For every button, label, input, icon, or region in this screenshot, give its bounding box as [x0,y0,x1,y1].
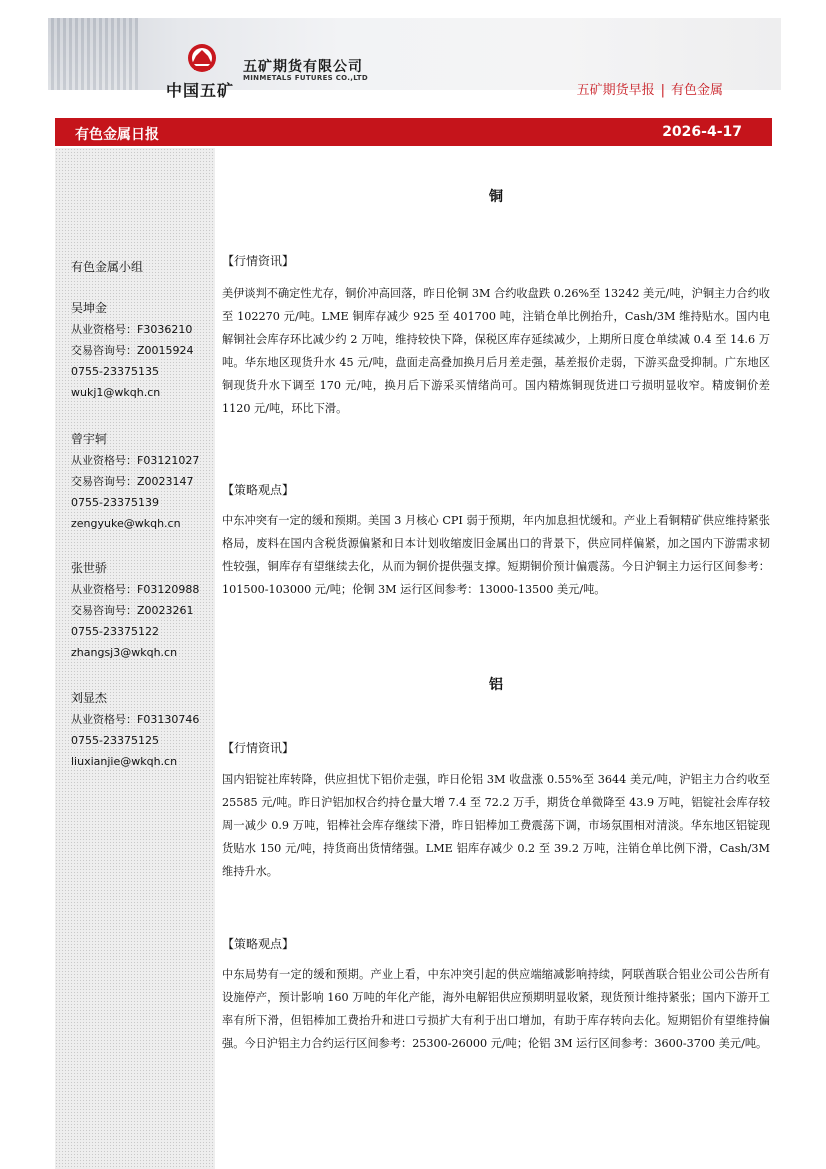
analyst-license: 从业资格号：F3036210 [71,323,193,336]
analyst-name: 吴坤金 [71,301,108,315]
analyst-email: liuxianjie@wkqh.cn [71,755,178,768]
report-date: 2026-4-17 [662,124,742,140]
company-name-cn: 五矿期货有限公司 [243,59,363,75]
building-graphic [48,18,138,90]
analyst-card [71,429,199,534]
market-news-tag: 【行情资讯】 [222,254,295,268]
strategy-tag: 【策略观点】 [222,483,295,497]
analyst-phone: 0755-23375135 [71,365,159,378]
analyst-phone: 0755-23375125 [71,734,159,747]
team-name: 有色金属小组 [71,260,144,274]
section-title-aluminium: 铝 [489,677,503,693]
analyst-card [71,688,199,772]
analyst-name: 刘显杰 [71,691,108,705]
minmetals-logo-icon [184,42,220,76]
analyst-license: 从业资格号：F03120988 [71,583,200,596]
analyst-card [71,298,194,403]
analyst-email: zengyuke@wkqh.cn [71,517,181,530]
analyst-email: zhangsj3@wkqh.cn [71,646,178,659]
analyst-name: 曾宇轲 [71,432,108,446]
series-separator: | [660,83,665,98]
analyst-card [71,558,199,663]
header-banner [48,18,781,100]
report-title-bar [55,118,772,146]
analyst-consult: 交易咨询号：Z0023261 [71,604,194,617]
analyst-email: wukj1@wkqh.cn [71,386,161,399]
section-title-copper: 铜 [489,189,503,205]
aluminium-strategy-text: 中东局势有一定的缓和预期。产业上看，中东冲突引起的供应端缩减影响持续，阿联酋联合铝业公司公告所有设施停产，预计影响 160 万吨的年化产能，海外电解铝供应预期明显收紧，现货预计维持紧张；国内下游开工率有所下滑，但铝棒加工费抬升和进口亏损扩大有利于出口增加，有助于库存转向去化。短期铝价有望维持偏强。今日沪铝主力合约运行区间参考：25300-26000 元/吨；伦铝 3M 运行区间参考：3600-3700 美元/吨。 [222,968,770,1050]
analyst-license: 从业资格号：F03121027 [71,454,200,467]
analyst-consult: 交易咨询号：Z0015924 [71,344,194,357]
analyst-phone: 0755-23375122 [71,625,159,638]
market-news-tag: 【行情资讯】 [222,741,295,755]
analyst-phone: 0755-23375139 [71,496,159,509]
analyst-name: 张世骄 [71,561,108,575]
series-category: 有色金属 [670,83,723,98]
analyst-consult: 交易咨询号：Z0023147 [71,475,194,488]
series-label: 五矿期货早报 [576,83,655,98]
report-title: 有色金属日报 [75,127,159,143]
report-series [577,79,723,98]
company-name-en: MINMETALS FUTURES CO.,LTD [243,74,368,82]
aluminium-market-text: 国内铝锭社库转降，供应担忧下铝价走强，昨日伦铝 3M 收盘涨 0.55%至 3644 美元/吨，沪铝主力合约收至 25585 元/吨。昨日沪铝加权合约持仓量大增 7.4 至 72.2 万手，期货仓单微降至 43.9 万吨，铝锭社会库存较周一减少 0.9 万吨，铝棒社会库存继续下滑，昨日铝棒加工费震荡下调，市场氛围相对清淡。华东地区铝锭现货贴水 150 元/吨，持货商出货情绪强。LME 铝库存减少 0.2 至 39.2 万吨，注销仓单比例下滑，Cash/3M 维持升水。 [222,773,770,878]
copper-market-text: 美伊谈判不确定性尤存，铜价冲高回落，昨日伦铜 3M 合约收盘跌 0.26%至 13242 美元/吨，沪铜主力合约收至 102270 元/吨。LME 铜库存减少 925 至 401700 吨，注销仓单比例抬升，Cash/3M 维持贴水。国内电解铜社会库存环比减少约 2 万吨，维持较快下降，保税区库存延续减少，上期所日度仓单续减 0.4 至 14.6 万吨。华东地区现货升水 45 元/吨，盘面走高叠加换月后月差走强，基差报价走弱，下游买盘受抑制。广东地区铜现货升水下调至 170 元/吨，换月后下游采买情绪尚可。国内精炼铜现货进口亏损明显收窄。精废铜价差 1120 元/吨，环比下滑。 [222,287,770,415]
analyst-sidebar [55,148,215,1169]
logo-text: 中国五矿 [166,81,235,100]
analyst-license: 从业资格号：F03130746 [71,713,200,726]
copper-strategy-text: 中东冲突有一定的缓和预期。美国 3 月核心 CPI 弱于预期，年内加息担忧缓和。产业上看铜精矿供应维持紧张格局，废料在国内含税货源偏紧和日本计划收缩废旧金属出口的背景下，供应同样偏紧，加之国内下游需求韧性较强，铜库存有望继续去化，从而为铜价提供强支撑。短期铜价预计偏震荡。今日沪铜主力运行区间参考：101500-103000 元/吨；伦铜 3M 运行区间参考：13000-13500 美元/吨。 [222,514,770,596]
strategy-tag: 【策略观点】 [222,937,295,951]
